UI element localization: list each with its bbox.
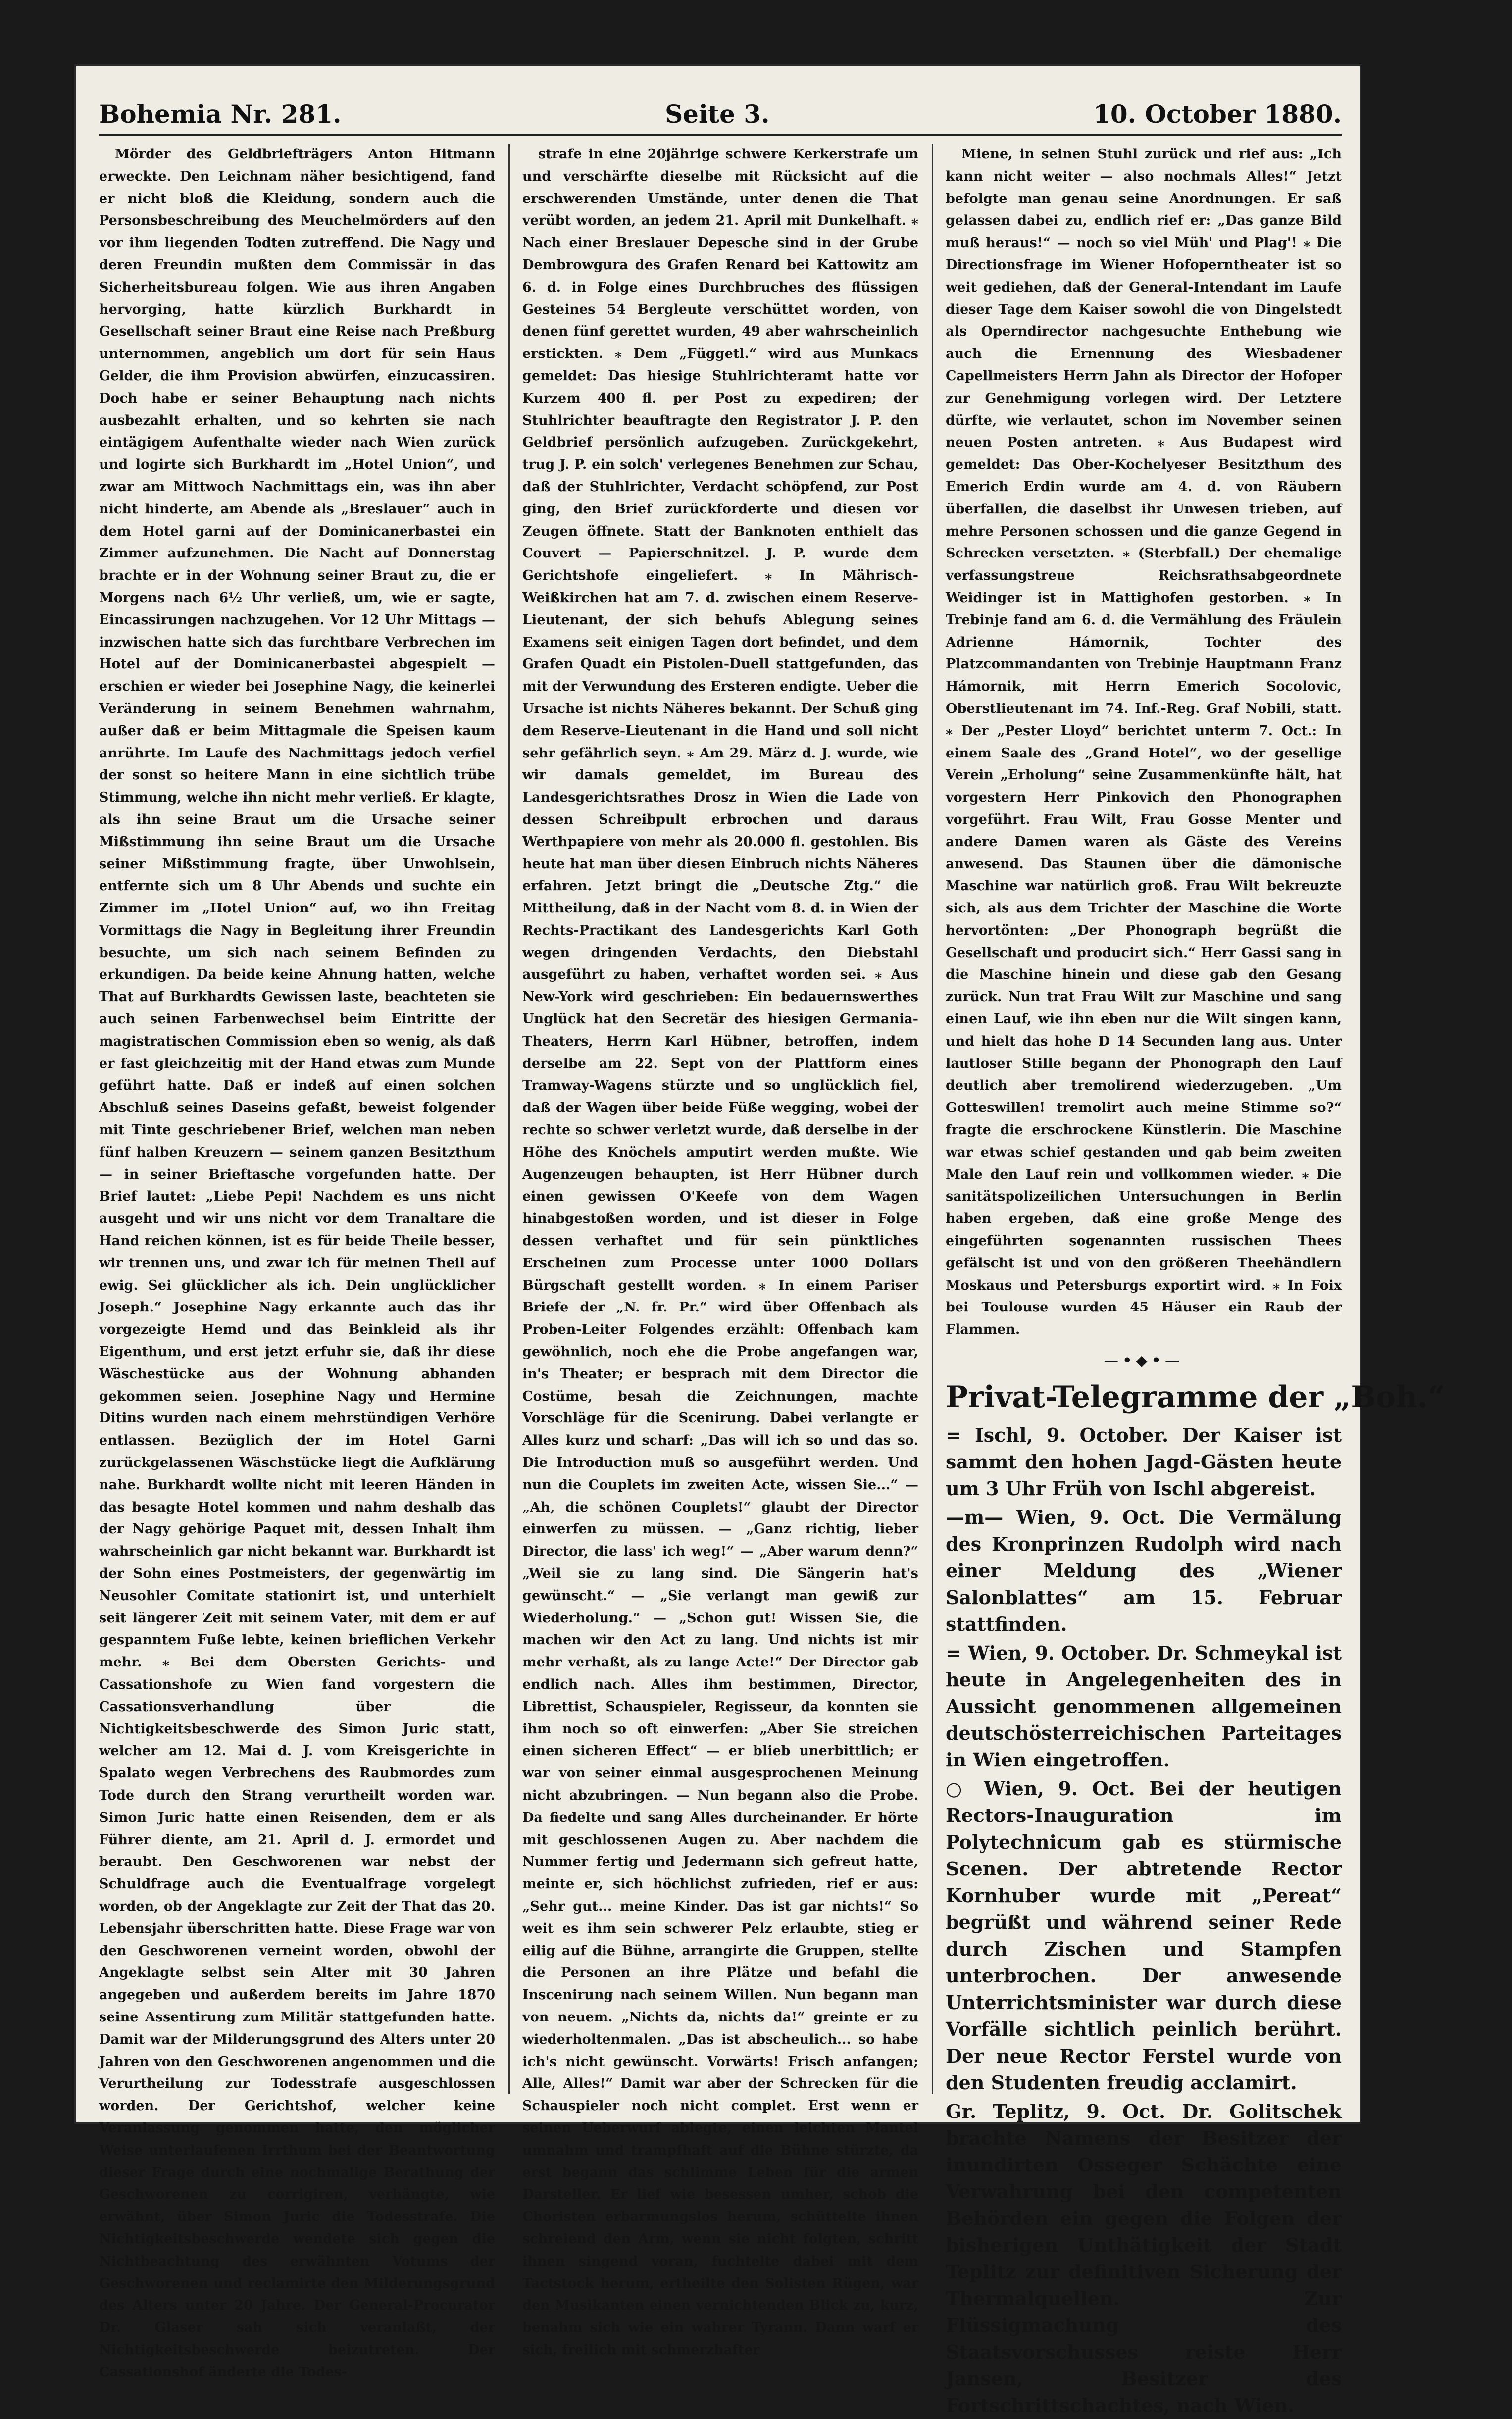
masthead-issue: Bohemia Nr. 281. <box>99 99 342 129</box>
column-text: Miene, in seinen Stuhl zurück und rief aus: „Ich kann nicht weiter — also nochmals Alles!“ Jetzt befolgte man genau seine Anordnungen. Er saß gelassen dabei zu, endlich rief er: „Das ganze Bild muß heraus!“ — noch so viel Müh' und Plag'! ⁎ Die Directionsfrage im Wiener Hofoperntheater ist so weit gediehen, daß der General-Intendant im Laufe dieser Tage dem Kaiser sowohl die von Dingelstedt als Operndirector nachgesuchte Enthebung wie auch die Ernennung des Wiesbadener Capellmeisters Herrn Jahn als Director der Hofoper zur Genehmigung vorlegen wird. Der Letztere dürfte, wie verlautet, schon im November seinen neuen Posten antreten. ⁎ Aus Budapest wird gemeldet: Das Ober-Kochelyeser Besitzthum des Emerich Erdin wurde am 4. d. von Räubern überfallen, die daselbst ihr Unwesen trieben, auf mehre Personen schossen und die ganze Gegend in Schrecken versetzten. ⁎ (Sterbfall.) Der ehemalige verfassungstreue Reichsrathsabgeordnete Weidinger ist in Mattighofen gestorben. ⁎ In Trebinje fand am 6. d. die Vermählung des Fräulein Adrienne Hámornik, Tochter des Platzcommandanten von Trebinje Hauptmann Franz Hámornik, mit Herrn Emerich Socolovic, Oberstlieutenant im 74. Inf.-Reg. Graf Nobili, statt. ⁎ Der „Pester Lloyd“ berichtet unterm 7. Oct.: In einem Saale des „Grand Hotel“, wo der gesellige Verein „Erholung“ seine Zusammenkünfte hält, hat vorgestern Herr Pinkovich den Phonographen vorgeführt. Frau Wilt, Frau Gosse Menter und andere Damen waren als Gäste des Vereins anwesend. Das Staunen über die dämonische Maschine war natürlich groß. Frau Wilt bekreuzte sich, als aus dem Trichter der Maschine die Worte hervortönten: „Der Phonograph begrüßt die Gesellschaft und producirt sich.“ Herr Gassi sang in die Maschine hinein und diese gab den Gesang zurück. Nun trat Frau Wilt zur Maschine und sang einen Lauf, wie ihn eben nur die Wilt singen kann, und hielt das hohe D 14 Secunden lang aus. Unter lautloser Stille begann der Phonograph den Lauf deutlich aber tremolirend wiederzugeben. „Um Gotteswillen! tremolirt auch meine Stimme so?“ fragte die erschrockene Künstlerin. Die Maschine war etwas schief gestanden und gab beim zweiten Male den Lauf rein und vollkommen wieder. ⁎ Die sanitätspolizeilichen Untersuchungen in Berlin haben ergeben, daß eine große Menge des eingeführten sogenannten russischen Thees gefälscht ist und von den größeren Theehändlern Moskaus und Petersburgs exportirt wird. ⁎ In Foix bei Toulouse wurden 45 Häuser ein Raub der Flammen. <box>946 147 1342 1338</box>
issue-date: 10. October 1880. <box>1093 99 1342 129</box>
section-divider: —•◆•— <box>1104 1352 1184 1370</box>
telegram-item: = Wien, 9. October. Dr. Schmeykal ist heute in Angelegenheiten des in Aussicht genommenen allgemeinen deutschösterreichischen Parteitages in Wien eingetroffen. <box>946 1641 1342 1771</box>
telegrams-heading: Privat-Telegramme der „Boh.“ <box>946 1379 1445 1414</box>
telegrams-list <box>946 1422 1342 2419</box>
page-number: Seite 3. <box>665 99 770 129</box>
column-text: Mörder des Geldbriefträgers Anton Hitmann erweckte. Den Leichnam näher besichtigend, fand er nicht bloß die Kleidung, sondern auch die Personsbeschreibung des Meuchelmörders auf den vor ihm liegenden Todten zutreffend. Die Nagy und deren Freundin mußten dem Commissär in das Sicherheitsbureau folgen. Wie aus ihren Angaben hervorging, hatte kürzlich Burkhardt in Gesellschaft seiner Braut eine Reise nach Preßburg unternommen, angeblich um dort für sein Haus Gelder, die ihm Provision abwürfen, einzucassiren. Doch habe er seiner Behauptung nach nichts ausbezahlt erhalten, und so kehrten sie nach eintägigem Aufenthalte wieder nach Wien zurück und logirte sich Burkhardt im „Hotel Union“, und zwar am Mittwoch Nachmittags ein, was ihn aber nicht hinderte, am Abende als „Breslauer“ auch in dem Hotel garni auf der Dominicanerbastei ein Zimmer aufzunehmen. Die Nacht auf Donnerstag brachte er in der Wohnung seiner Braut zu, die er Morgens nach 6½ Uhr verließ, um, wie er sagte, Eincassirungen nachzugehen. Vor 12 Uhr Mittags — inzwischen hatte sich das furchtbare Verbrechen im Hotel auf der Dominicanerbastei abgespielt — erschien er wieder bei Josephine Nagy, die keinerlei Veränderung in seinem Benehmen wahrnahm, außer daß er beim Mittagmale die Speisen kaum anrührte. Im Laufe des Nachmittags jedoch verfiel der sonst so heitere Mann in eine sichtlich trübe Stimmung, welche ihn nicht mehr verließ. Er klagte, als ihn seine Braut um die Ursache seiner Mißstimmung ihn seine Braut um die Ursache seiner Mißstimmung fragte, über Unwohlsein, entfernte sich um 8 Uhr Abends und suchte ein Zimmer im „Hotel Union“ auf, wo ihn Freitag Vormittags die Nagy in Begleitung ihrer Freundin besuchte, um sich nach seinem Befinden zu erkundigen. Da beide keine Ahnung hatten, welche That auf Burkhardts Gewissen laste, beachteten sie auch seinen Farbenwechsel beim Eintritte der magistratischen Commission eben so wenig, als daß er fast gleichzeitig mit der Hand etwas zum Munde geführt hatte. Daß er indeß auf einen solchen Abschluß seines Daseins gefaßt, beweist folgender mit Tinte geschriebener Brief, welchen man neben fünf halben Kreuzern — seinem ganzen Besitzthum — in seiner Brieftasche vorgefunden hatte. Der Brief lautet: „Liebe Pepi! Nachdem es uns nicht ausgeht und wir uns nicht vor dem Tranaltare die Hand reichen können, ist es für beide Theile besser, wir trennen uns, und zwar ich für meinen Theil auf ewig. Sei glücklicher als ich. Dein unglücklicher Joseph.“ Josephine Nagy erkannte auch das ihr vorgezeigte Hemd und das Beinkleid als ihr Eigenthum, und erst jetzt erfuhr sie, daß ihr diese Wäschestücke aus der Wohnung abhanden gekommen seien. Josephine Nagy und Hermine Ditins wurden nach einem mehrstündigen Verhöre entlassen. Bezüglich der im Hotel Garni zurückgelassenen Wäschstücke liegt die Aufklärung nahe. Burkhardt wollte nicht mit leeren Händen in das besagte Hotel kommen und nahm deshalb das der Nagy gehörige Paquet mit, dessen Inhalt ihm wahrscheinlich gar nicht bekannt war. Burkhardt ist der Sohn eines Postmeisters, der gegenwärtig im Neusohler Comitate stationirt ist, und unterhielt seit längerer Zeit mit seinem Vater, mit dem er auf gespanntem Fuße lebte, keinen brieflichen Verkehr mehr. ⁎ Bei dem Obersten Gerichts- und Cassationshofe zu Wien fand vorgestern die Cassationsverhandlung über die Nichtigkeitsbeschwerde des Simon Juric statt, welcher am 12. Mai d. J. vom Kreisgerichte in Spalato wegen Verbrechens des Raubmordes zum Tode durch den Strang verurtheilt worden war. Simon Juric hatte einen Reisenden, dem er als Führer diente, am 21. April d. J. ermordet und beraubt. Den Geschworenen war nebst der Schuldfrage auch die Eventualfrage vorgelegt worden, ob der Angeklagte zur Zeit der That das 20. Lebensjahr überschritten hatte. Diese Frage war von den Geschworenen verneint worden, obwohl der Angeklagte selbst sein Alter mit 30 Jahren angegeben und außerdem bereits im Jahre 1870 seine Assentirung zum Militär stattgefunden hatte. Damit war der Milderungsgrund des Alters unter 20 Jahren von den Geschworenen angenommen und die Verurtheilung zur Todesstrafe ausgeschlossen worden. Der Gerichtshof, welcher keine Veranlassung genommen hatte, den möglicher Weise unterlaufenen Irrthum bei der Beantwortung dieser Frage durch eine nochmalige Berathung der Geschworenen zu corrigiren, verhängte, wie erwähnt, über Simon Juric die Todesstrafe. Die Nichtigkeitsbeschwerde wendete sich gegen die Nichtbeachtung des erwähnten Votums der Geschworenen und reclamirte den Milderungsgrund des Alters unter 20 Jahre. Der General-Procurator Dr. Glaser sah sich veranlaßt, der Nichtigkeitsbeschwerde beizutreten. Der Cassationshof änderte die Todes- <box>99 147 495 2380</box>
column-2 <box>522 144 918 2358</box>
page-header <box>99 94 1342 136</box>
telegram-item: = Ischl, 9. October. Der Kaiser ist sammt den hohen Jagd-Gästen heute um 3 Uhr Früh von Ischl abgereist. <box>946 1423 1342 1500</box>
column-1 <box>99 144 495 2380</box>
telegram-item: Gr. Teplitz, 9. Oct. Dr. Golitschek brachte Namens der Besitzer der inundirten Osseger Schächte eine Verwahrung bei den competenten Behörden ein gegen die Folgen der bisherigen Unthätigkeit der Stadt Teplitz zur definitiven Sicherung der Thermalquellen. Zur Flüssigmachung des Staatsvorschusses reiste Herr Jansen, Besitzer des Fortschrittschachtes, nach Wien. <box>946 2100 1342 2417</box>
telegram-item: ○ Wien, 9. Oct. Bei der heutigen Rectors-Inauguration im Polytechnicum gab es stürmische Scenen. Der abtretende Rector Kornhuber wurde mit „Pereat“ begrüßt und während seiner Rede durch Zischen und Stampfen unterbrochen. Der anwesende Unterrichtsminister war durch diese Vorfälle sichtlich peinlich berührt. Der neue Rector Ferstel wurde von den Studenten freudig acclamirt. <box>946 1777 1342 2094</box>
telegram-item: —m— Wien, 9. Oct. Die Vermälung des Kronprinzen Rudolph wird nach einer Meldung des „Wiener Salonblattes“ am 15. Februar stattfinden. <box>946 1506 1342 1635</box>
article-columns <box>99 144 1445 2417</box>
column-3 <box>946 144 1445 2417</box>
column-text: strafe in eine 20jährige schwere Kerkerstrafe um und verschärfte dieselbe mit Rücksicht auf die erschwerenden Umstände, unter denen die That verübt worden, an jedem 21. April mit Dunkelhaft. ⁎ Nach einer Breslauer Depesche sind in der Grube Dembrowgura des Grafen Renard bei Kattowitz am 6. d. in Folge eines Durchbruches des flüssigen Gesteines 54 Bergleute verschüttet worden, von denen fünf gerettet wurden, 49 aber wahrscheinlich erstickten. ⁎ Dem „Függetl.“ wird aus Munkacs gemeldet: Das hiesige Stuhlrichteramt hatte vor Kurzem 400 fl. per Post zu expediren; der Stuhlrichter beauftragte den Registrator J. P. den Geldbrief persönlich aufzugeben. Zurückgekehrt, trug J. P. ein solch' verlegenes Benehmen zur Schau, daß der Stuhlrichter, Verdacht schöpfend, zur Post ging, den Brief zurückforderte und diesen vor Zeugen öffnete. Statt der Banknoten enthielt das Couvert — Papierschnitzel. J. P. wurde dem Gerichtshofe eingeliefert. ⁎ In Mährisch-Weißkirchen hat am 7. d. zwischen einem Reserve-Lieutenant, der sich behufs Ablegung seines Examens seit einigen Tagen dort befindet, und dem Grafen Quadt ein Pistolen-Duell stattgefunden, das mit der Verwundung des Ersteren endigte. Ueber die Ursache ist nichts Näheres bekannt. Der Schuß ging dem Reserve-Lieutenant in die Hand und soll nicht sehr gefährlich seyn. ⁎ Am 29. März d. J. wurde, wie wir damals gemeldet, im Bureau des Landesgerichtsrathes Drosz in Wien die Lade von dessen Schreibpult erbrochen und daraus Werthpapiere von mehr als 20.000 fl. gestohlen. Bis heute hat man über diesen Einbruch nichts Näheres erfahren. Jetzt bringt die „Deutsche Ztg.“ die Mittheilung, daß in der Nacht vom 8. d. in Wien der Rechts-Practikant des Landesgerichts Karl Goth wegen dringenden Verdachts, den Diebstahl ausgeführt zu haben, verhaftet worden sei. ⁎ Aus New-York wird geschrieben: Ein bedauernswerthes Unglück hat den Secretär des hiesigen Germania-Theaters, Herrn Karl Hübner, betroffen, indem derselbe am 22. Sept von der Plattform eines Tramway-Wagens stürzte und so unglücklich fiel, daß der Wagen über beide Füße wegging, wobei der rechte so schwer verletzt wurde, daß derselbe in der Höhe des Knöchels amputirt werden mußte. Wie Augenzeugen behaupten, ist Herr Hübner durch einen gewissen O'Keefe von dem Wagen hinabgestoßen worden, und ist dieser in Folge dessen verhaftet und für sein pünktliches Erscheinen zum Processe unter 1000 Dollars Bürgschaft gestellt worden. ⁎ In einem Pariser Briefe der „N. fr. Pr.“ wird über Offenbach als Proben-Leiter Folgendes erzählt: Offenbach kam gewöhnlich, noch ehe die Probe angefangen war, in's Theater; er besprach mit dem Director die Costüme, besah die Zeichnungen, machte Vorschläge für die Scenirung. Dabei verlangte er Alles kurz und scharf: „Das will ich so und das so. Die Introduction muß so ausgeführt werden. Und nun die Couplets im zweiten Acte, wissen Sie...“ — „Ah, die schönen Couplets!“ glaubt der Director einwerfen zu müssen. — „Ganz richtig, lieber Director, die lass' ich weg!“ — „Aber warum denn?“ „Weil sie zu lang sind. Die Sängerin hat's gewünscht.“ — „Sie verlangt man gewiß zur Wiederholung.“ — „Schon gut! Wissen Sie, die machen wir den Act zu lang. Und nichts ist mir mehr verhaßt, als zu lange Acte!“ Der Director gab endlich nach. Alles ihm bestimmen, Director, Librettist, Schauspieler, Regisseur, da konnten sie ihm noch so oft einwerfen: „Aber Sie streichen einen sicheren Effect“ — er blieb unerbittlich; er war von seiner einmal ausgesprochenen Meinung nicht abzubringen. — Nun begann also die Probe. Da fiedelte und sang Alles durcheinander. Er hörte mit geschlossenen Augen zu. Aber nachdem die Nummer fertig und Jedermann sich gefreut hatte, meinte er, sich höchlichst zufrieden, rief er aus: „Sehr gut... meine Kinder. Das ist gar nichts!“ So weit es ihm sein schwerer Pelz erlaubte, stieg er eilig auf die Bühne, arrangirte die Gruppen, stellte die Personen an ihre Plätze und befahl die Inscenirung nach seinem Willen. Nun begann man von neuem. „Nichts da, nichts da!“ greinte er zu wiederholtenmalen. „Das ist abscheulich... so habe ich's nicht gewünscht. Vorwärts! Frisch anfangen; Alle, Alles!“ Damit war aber der Schrecken für die Schauspieler noch nicht complet. Erst wenn er seinen Ueberwurf ablegte, einen leichten Mantel umnahm und trampfhaft auf die Bühne stürzte, da erst begann das schlimme Leben für die armen Darsteller. Er lief wie besessen umher, schob die Choristen erbarmungslos herum, schüttelte ihnen schreiend den Arm, wenn sie nicht folgten, schritt ihnen singend voran, fuchtelte dabei mit dem Tactstock herum, ertheilte den Solisten Rügen, war den Musikanten einen vernichtenden Blick zu, kurz, benahm sich wie ein wahrer Tyrann. Dann warf er sich, freilich mit schmerzhafter <box>522 147 918 2358</box>
